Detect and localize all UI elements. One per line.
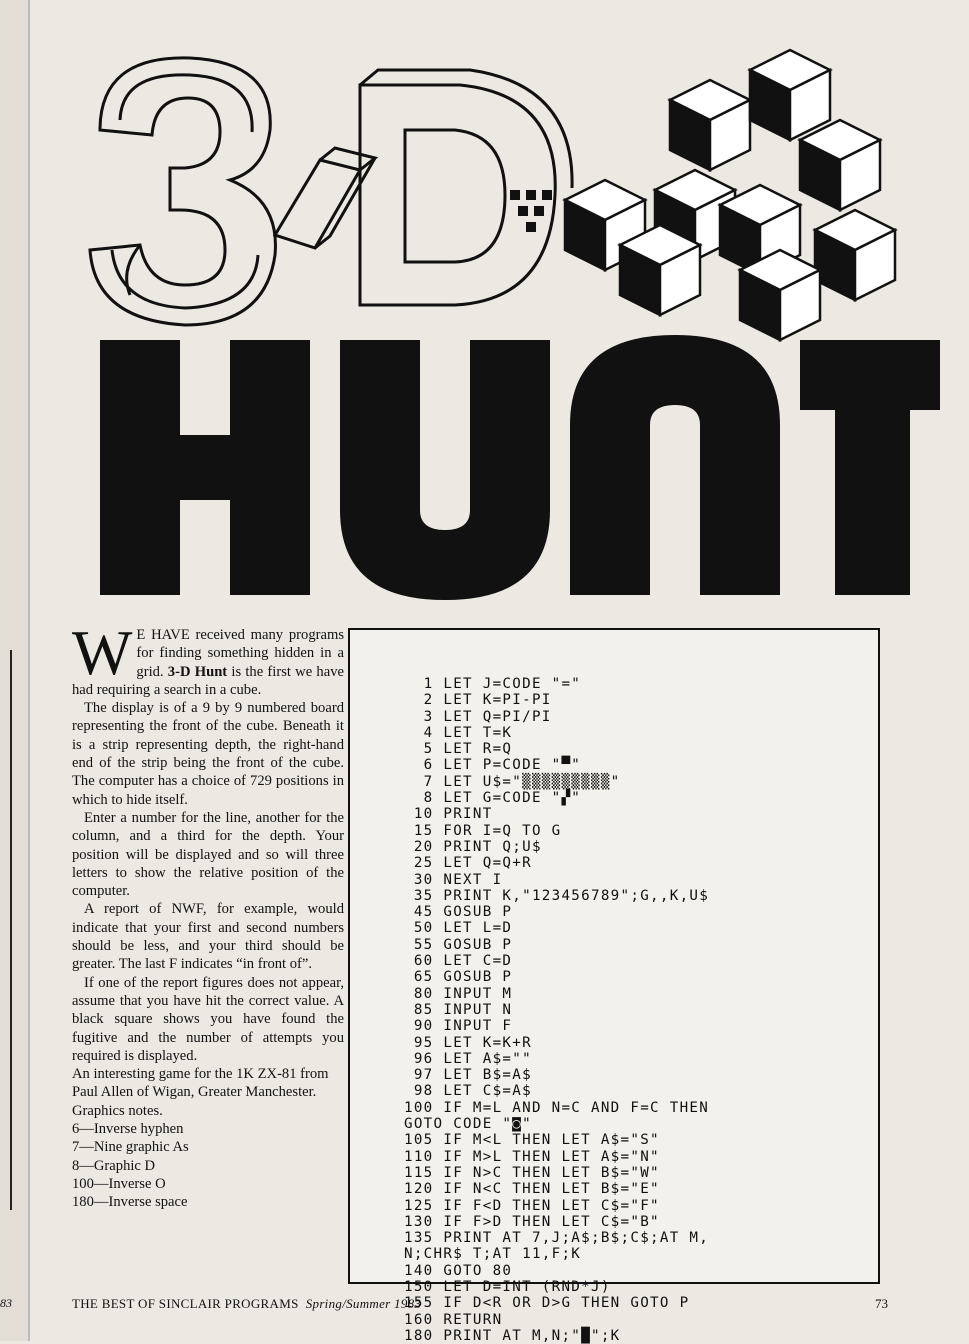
listing-line: 3 LET Q=PI/PI bbox=[404, 708, 552, 725]
listing-line: 115 IF N>C THEN LET B$="W" bbox=[404, 1164, 660, 1181]
listing-line: 55 GOSUB P bbox=[404, 936, 513, 953]
listing-line: 7 LET U$="▒▒▒▒▒▒▒▒▒" bbox=[404, 773, 621, 790]
dot-cubes bbox=[510, 190, 552, 232]
listing-line: 100 IF M=L AND N=C AND F=C THEN bbox=[404, 1099, 710, 1116]
listing-line: 60 LET C=D bbox=[404, 953, 513, 970]
hunt-letters bbox=[100, 335, 940, 600]
listing-line: 120 IF N<C THEN LET B$="E" bbox=[404, 1181, 660, 1198]
graphics-notes bbox=[72, 1120, 344, 1211]
listing-line: 30 NEXT I bbox=[404, 871, 503, 888]
graphics-note: 7—Nine graphic As bbox=[72, 1139, 189, 1156]
listing-line: 80 INPUT M bbox=[404, 985, 513, 1002]
graphics-note: 8—Graphic D bbox=[72, 1157, 156, 1174]
listing-line: 15 FOR I=Q TO G bbox=[404, 822, 562, 839]
d-glyph bbox=[360, 70, 572, 305]
intro-paragraph: W E HAVE received many programs for finding something hidden in a grid. 3-D Hunt is the first we have had requiring a search in a cube. bbox=[72, 617, 344, 698]
listing-line: 98 LET C$=A$ bbox=[404, 1083, 532, 1100]
listing-line: 97 LET B$=A$ bbox=[404, 1067, 532, 1084]
listing-line: 95 LET K=K+R bbox=[404, 1034, 532, 1051]
headline-artwork bbox=[60, 40, 940, 620]
paragraph-display: The display is of a 9 by 9 numbered board representing the front of the cube. Beneath it is a strip representing depth, the right-hand end of the strip being the front of the cube. The computer has a choice of 729 positions in which to hide itself. bbox=[72, 700, 344, 808]
program-listing bbox=[404, 676, 709, 1344]
paragraph-report: A report of NWF, for example, would indicate that your first and second numbers should be less, and your third should be greater. The last F indicates “in front of”. bbox=[72, 901, 344, 973]
drop-cap: W bbox=[72, 617, 133, 688]
listing-line: 160 RETURN bbox=[404, 1311, 503, 1328]
listing-line: 180 PRINT AT M,N;"█";K bbox=[404, 1327, 621, 1344]
article-body bbox=[72, 617, 344, 1212]
opposite-page-number: 83 bbox=[0, 1296, 12, 1310]
listing-line: 130 IF F>D THEN LET C$="B" bbox=[404, 1213, 660, 1230]
listing-line: 8 LET G=CODE "▞" bbox=[404, 790, 582, 807]
listing-line: 35 PRINT K,"123456789";G,,K,U$ bbox=[404, 887, 710, 904]
listing-line: 4 LET T=K bbox=[404, 724, 513, 741]
listing-line: 135 PRINT AT 7,J;A$;B$;C$;AT M, bbox=[404, 1230, 710, 1247]
page-number: 73 bbox=[875, 1296, 888, 1311]
three-glyph bbox=[90, 58, 275, 325]
listing-line: 20 PRINT Q;U$ bbox=[404, 838, 542, 855]
graphics-note: 6—Inverse hyphen bbox=[72, 1121, 184, 1138]
listing-line: 125 IF F<D THEN LET C$="F" bbox=[404, 1197, 660, 1214]
listing-line: 2 LET K=PI-PI bbox=[404, 692, 552, 709]
issue-date: Spring/Summer 1983 bbox=[305, 1296, 422, 1311]
publication-title: THE BEST OF SINCLAIR PROGRAMS bbox=[72, 1296, 299, 1311]
opposite-page-rule bbox=[0, 650, 12, 1210]
listing-line: 6 LET P=CODE "▀" bbox=[404, 757, 582, 774]
listing-line: 10 PRINT bbox=[404, 806, 493, 823]
listing-line: GOTO CODE "◙" bbox=[404, 1116, 532, 1133]
graphics-note: 180—Inverse space bbox=[72, 1194, 188, 1211]
paragraph-result: If one of the report figures does not appear, assume that you have hit the correct value. A black square shows you have found the fugitive and the number of attempts you required is displayed. bbox=[72, 974, 344, 1064]
paragraph-input: Enter a number for the line, another for the column, and a third for the depth. Your position will be displayed and so will three letters to show the relative position of the computer. bbox=[72, 809, 344, 900]
paragraph-credit: An interesting game for the 1K ZX-81 from Paul Allen of Wigan, Greater Manchester. Graphics notes. bbox=[72, 1066, 329, 1119]
listing-line: 155 IF D<R OR D>G THEN GOTO P bbox=[404, 1295, 690, 1312]
listing-line: 5 LET R=Q bbox=[404, 741, 513, 758]
listing-line: 1 LET J=CODE "=" bbox=[404, 676, 582, 692]
listing-line: 96 LET A$="" bbox=[404, 1050, 532, 1067]
listing-line: 150 LET D=INT (RND*J) bbox=[404, 1278, 611, 1295]
listing-line: N;CHR$ T;AT 11,F;K bbox=[404, 1246, 582, 1263]
listing-line: 65 GOSUB P bbox=[404, 969, 513, 986]
listing-line: 25 LET Q=Q+R bbox=[404, 855, 532, 872]
listing-line: 110 IF M>L THEN LET A$="N" bbox=[404, 1148, 660, 1165]
listing-line: 45 GOSUB P bbox=[404, 904, 513, 921]
program-title: 3-D Hunt bbox=[167, 663, 228, 680]
listing-line: 105 IF M<L THEN LET A$="S" bbox=[404, 1132, 660, 1149]
listing-line: 85 INPUT N bbox=[404, 1001, 513, 1018]
running-footer bbox=[72, 1296, 421, 1312]
listing-line: 50 LET L=D bbox=[404, 920, 513, 937]
listing-line: 140 GOTO 80 bbox=[404, 1262, 513, 1279]
graphics-note: 100—Inverse O bbox=[72, 1175, 166, 1192]
cube-stack bbox=[565, 50, 895, 340]
listing-line: 90 INPUT F bbox=[404, 1018, 513, 1035]
